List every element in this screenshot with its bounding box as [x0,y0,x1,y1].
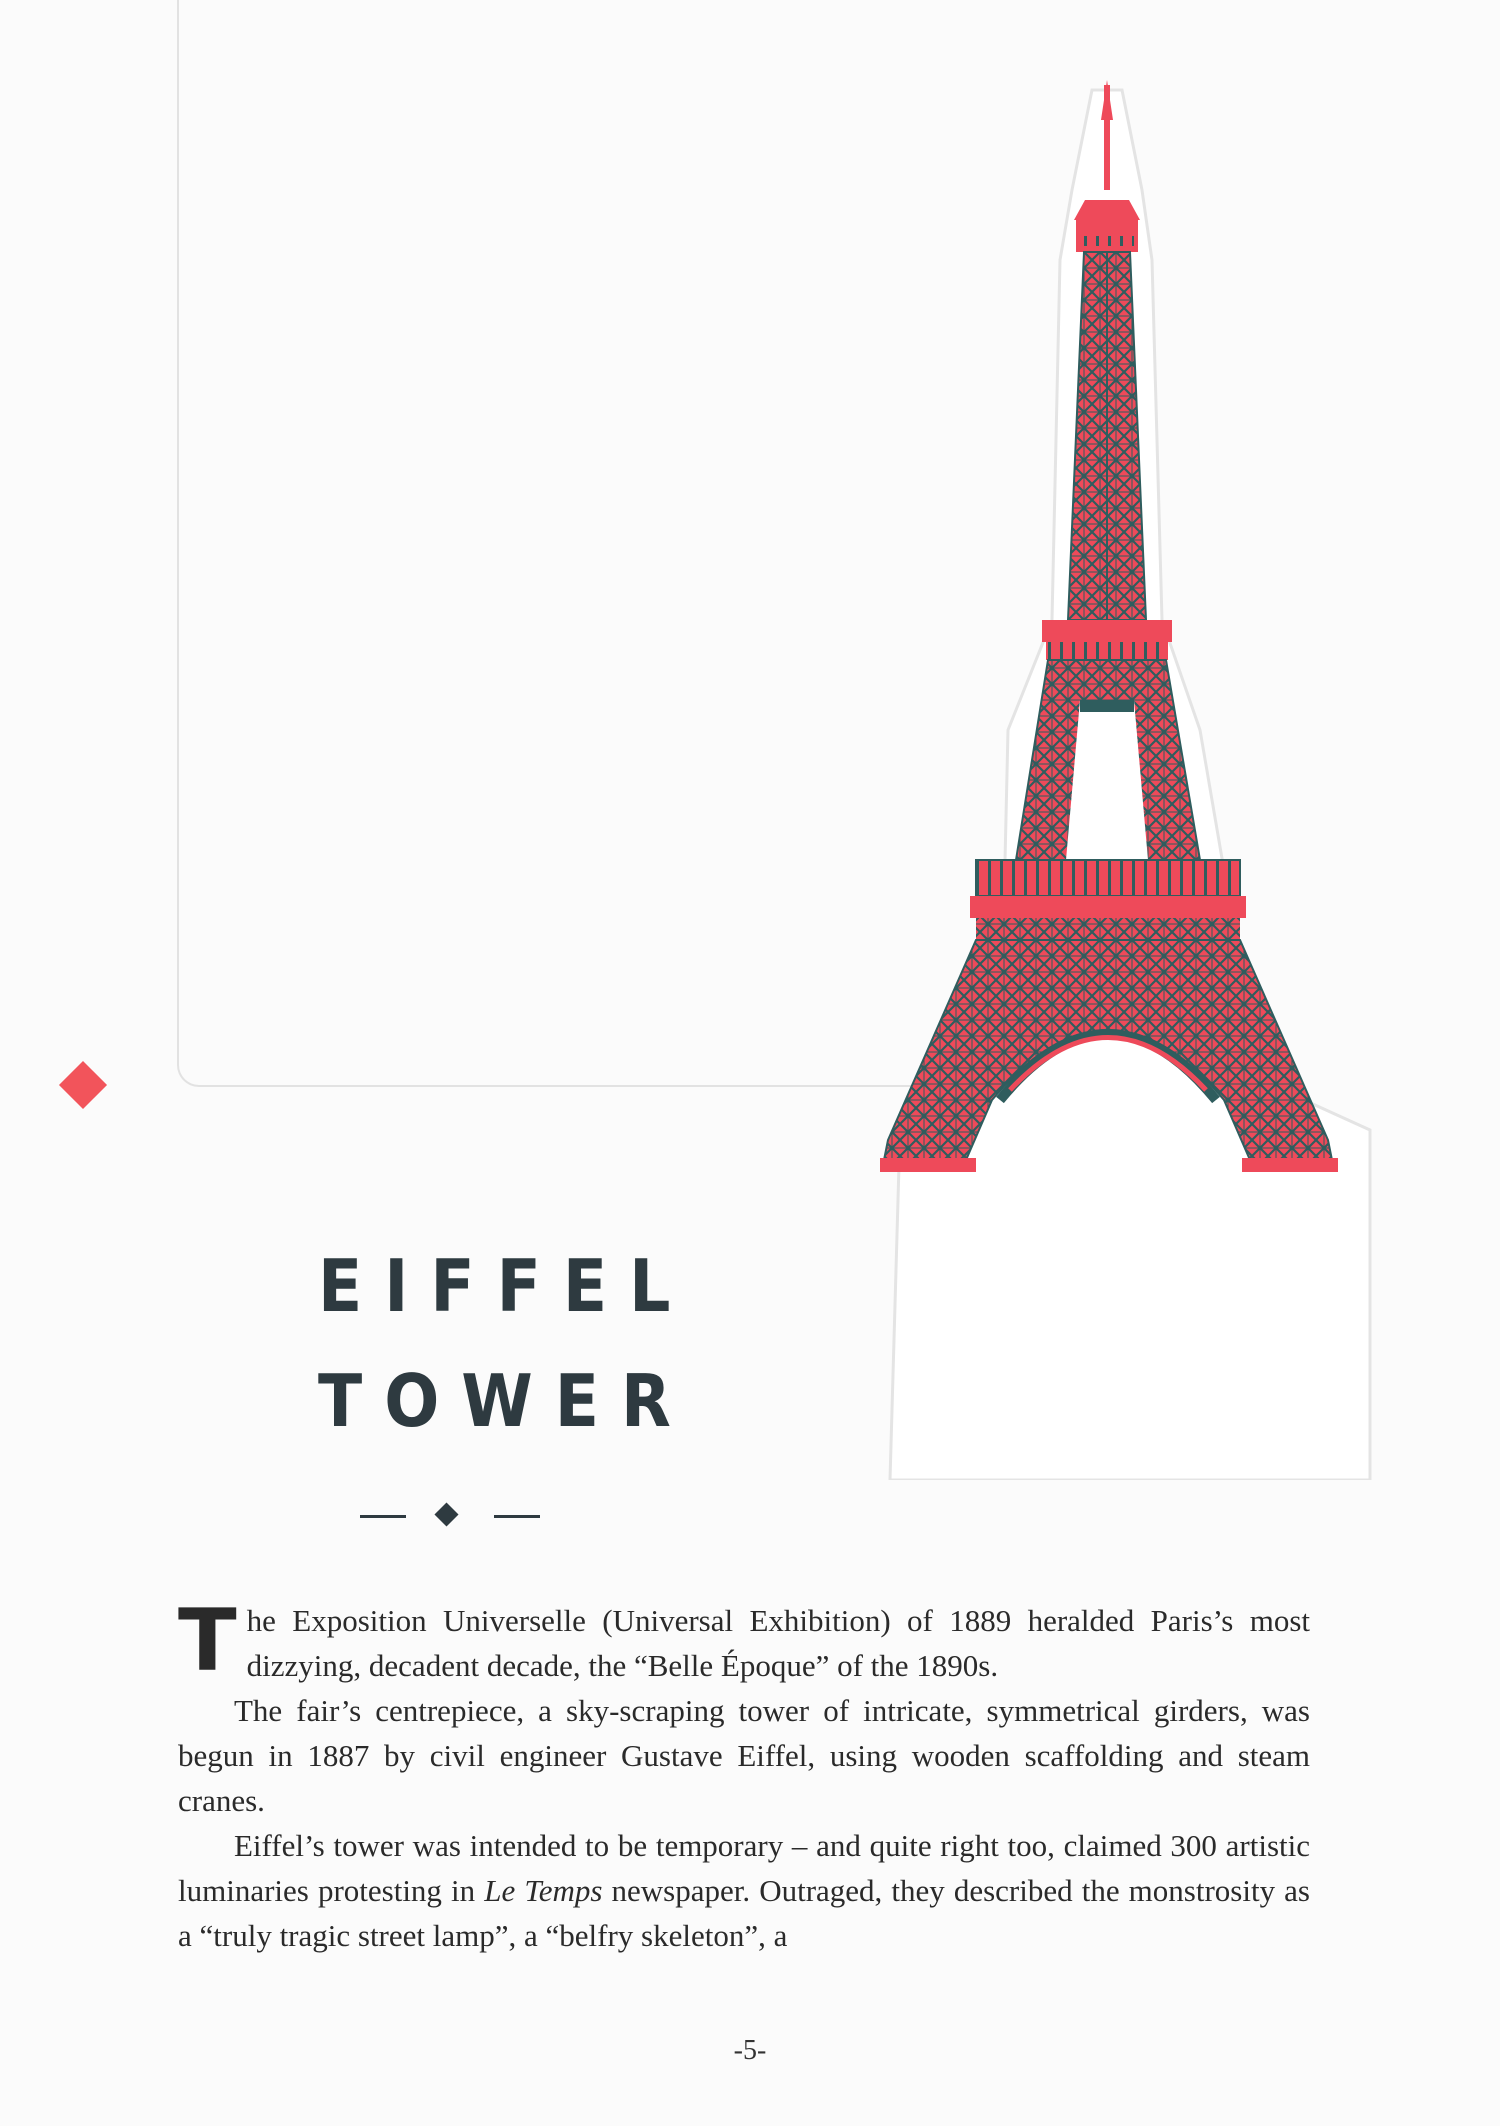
diamond-marker [59,1061,107,1109]
title-ornament [360,1503,540,1529]
body-text [178,1591,1310,1958]
paragraph-2: The fair’s centrepiece, a sky-scraping tower of intricate, symmetrical girders, was begun in 1887 by civil engineer Gustave Eiffel, using wooden scaffolding and steam cranes. [178,1693,1310,1818]
paragraph-1 [178,1591,1310,1691]
paragraph-3 [178,1823,1310,1958]
paragraph-3-text-a: Eiffel’s tower was intended to be temporary – and quite right too, claimed 300 artistic luminaries protesting in [178,1828,1310,1908]
paragraph-3-text-b: newspaper. Outraged, they described the monstrosity as a “truly tragic street lamp”, a “belfry skeleton”, a [178,1873,1310,1953]
title-line-1: EIFFEL [318,1244,693,1328]
page-number: -5- [733,2035,767,2066]
drop-cap: T [178,1591,237,1691]
eiffel-tower-illustration [780,60,1480,1480]
title-line-2: TOWER [318,1359,693,1443]
newspaper-name: Le Temps [484,1873,603,1908]
paragraph-1-text: he Exposition Universelle (Universal Exhibition) of 1889 heralded Paris’s most dizzying, decadent decade, the “Belle Époque” of the 1890s. [246,1603,1310,1683]
